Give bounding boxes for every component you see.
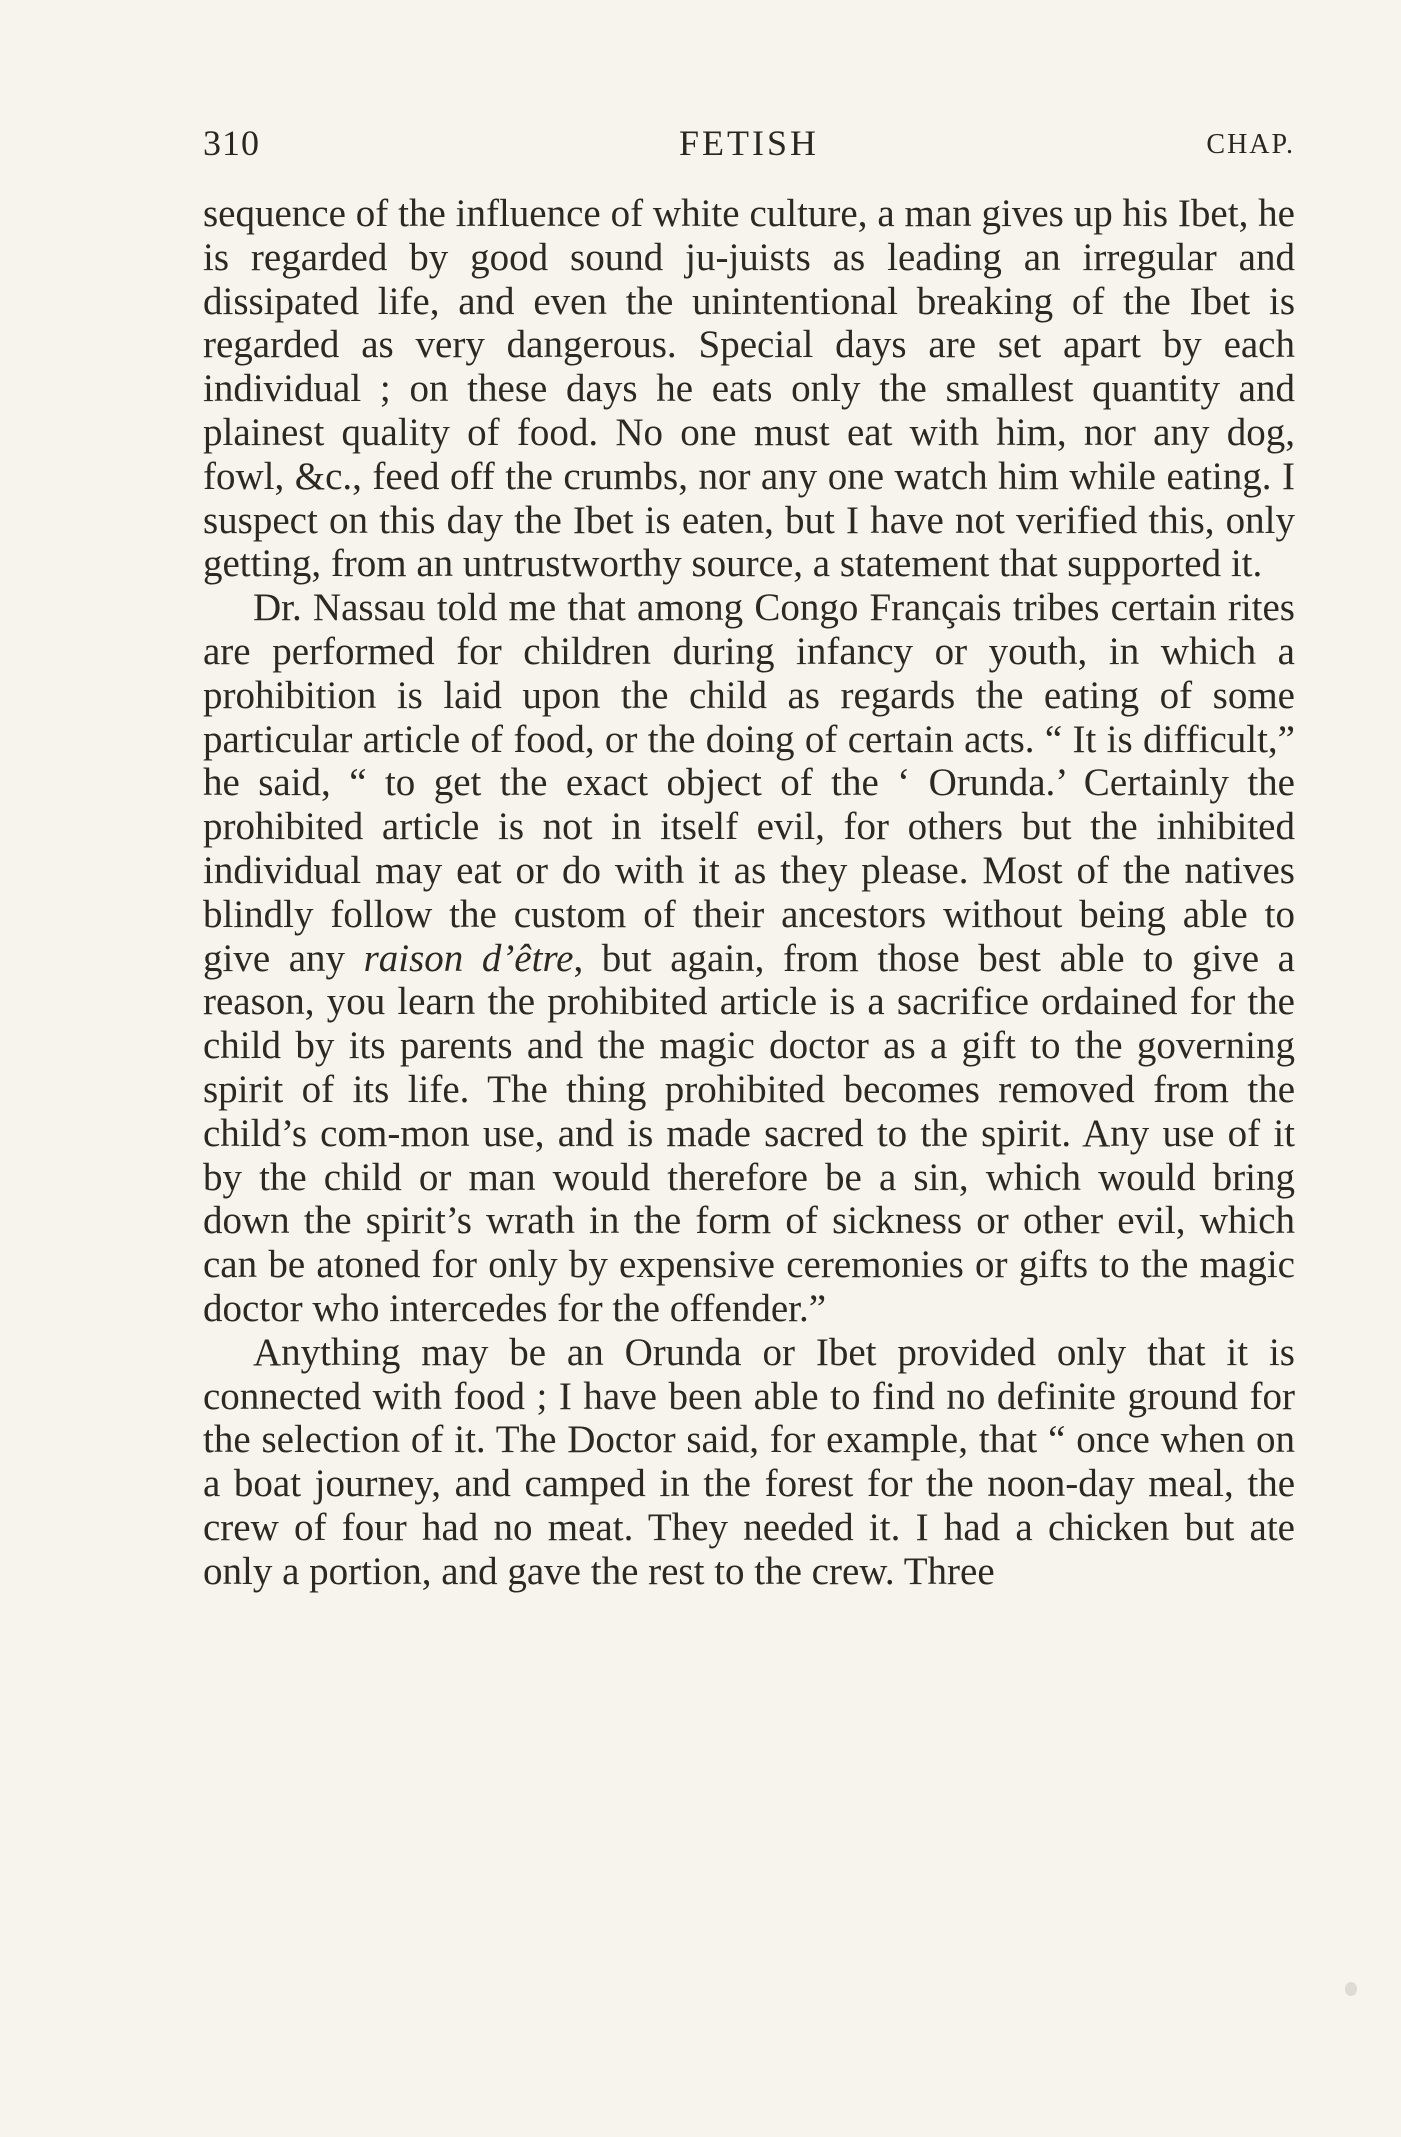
paper-speck <box>1345 1982 1357 1996</box>
page-number: 310 <box>203 123 260 163</box>
paragraph-text: Dr. Nassau told me that among Congo Français tribes certain rites are performed for children during infancy or youth, in which a prohibition is laid upon the child as regards the eating of some particular article of food, or the doing of certain acts. “ It is difficult,” he said, “ to get the exact object of the ‘ Orunda.’ Certainly the prohibited article is not in itself evil, for others but the inhibited individual may eat or do with it as they please. Most of the natives blindly follow the custom of their ancestors without being able to give any <box>203 586 1295 980</box>
body-text <box>203 192 1295 1594</box>
paragraph-orunda <box>203 1331 1295 1594</box>
paragraph-text: sequence of the influence of white culture, a man gives up his Ibet, he is regarded by good sound ju-juists as leading an irregular and dissipated life, and even the unintentional breaking of the Ibet is regarded as very dangerous. Special days are set apart by each individual ; on these days he eats only the smallest quantity and plainest quality of food. No one must eat with him, nor any dog, fowl, &c., feed off the crumbs, nor any one watch him while eating. I suspect on this day the Ibet is eaten, but I have not verified this, only getting, from an untrustworthy source, a statement that supported it. <box>203 192 1295 586</box>
running-head <box>203 118 1295 168</box>
paragraph-text: , but again, from those best able to give a reason, you learn the prohibited article is a sacrifice ordained for the child by its parents and the magic doctor as a gift to the governing spirit of its life. The thing prohibited becomes removed from the child’s com-mon use, and is made sacred to the spirit. Any use of it by the child or man would therefore be a sin, which would bring down the spirit’s wrath in the form of sickness or other evil, which can be atoned for only by expensive ceremonies or gifts to the magic doctor who intercedes for the offender.” <box>203 936 1295 1330</box>
running-title: FETISH <box>678 123 819 163</box>
paragraph-text: Anything may be an Orunda or Ibet provided only that it is connected with food ; I have been able to find no definite ground for the selection of it. The Doctor said, for example, that “ once when on a boat journey, and camped in the forest for the noon-day meal, the crew of four had no meat. They needed it. I had a chicken but ate only a portion, and gave the rest to the crew. Three <box>203 1330 1295 1593</box>
chapter-label: CHAP. <box>1206 129 1295 160</box>
paragraph-continuation <box>203 192 1295 586</box>
paragraph-nassau <box>203 586 1295 1331</box>
italic-phrase: raison d’être <box>363 936 574 980</box>
